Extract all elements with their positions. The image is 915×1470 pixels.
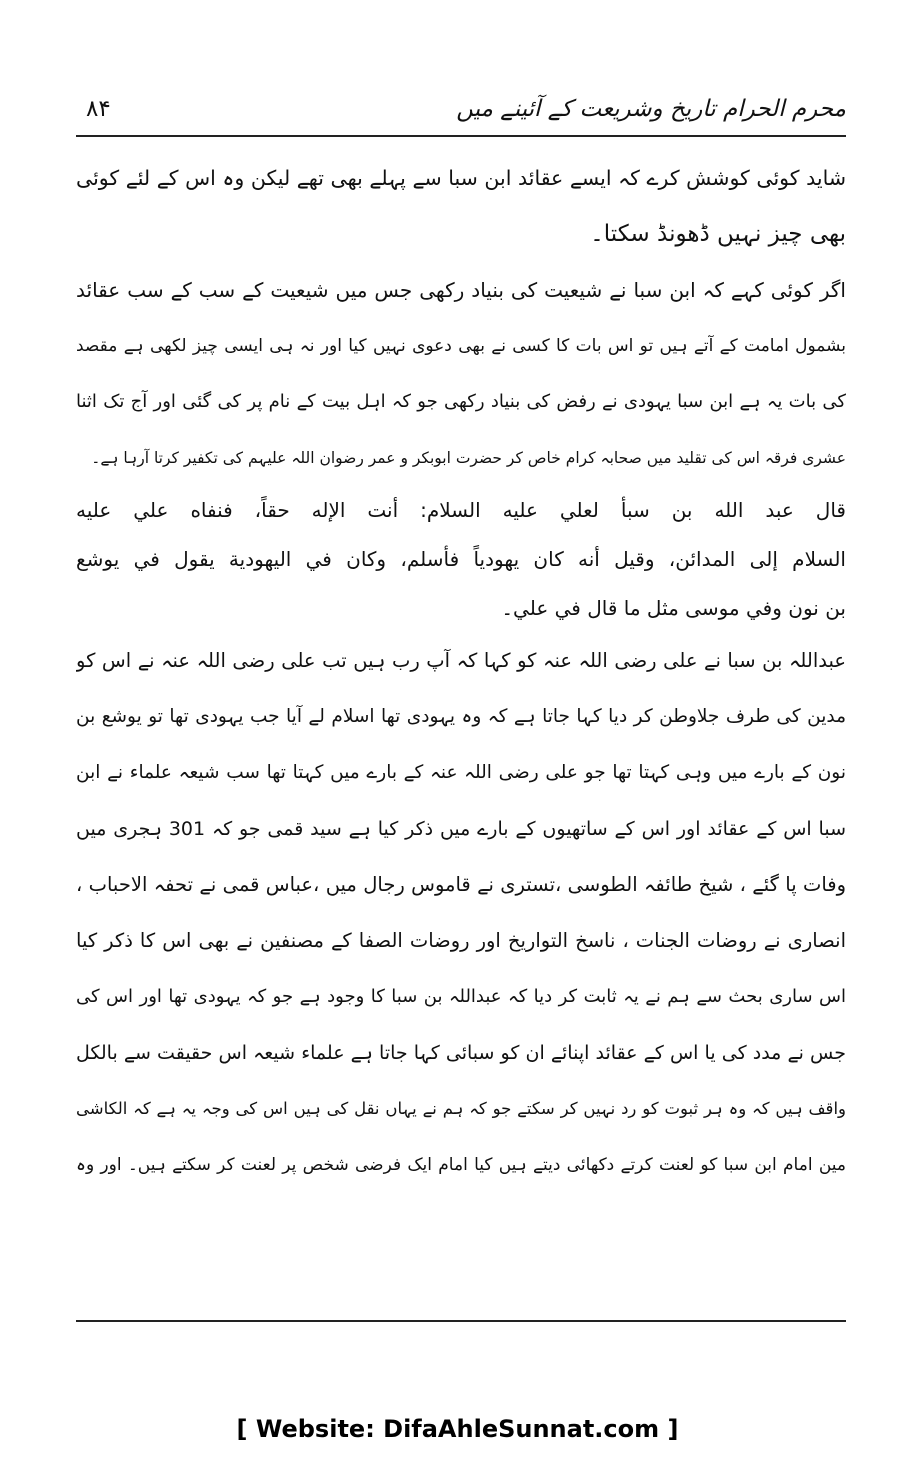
- arabic-quote: [76, 486, 846, 633]
- footer-rule: [76, 1320, 846, 1322]
- text-line: وفات پا گئے ، شیخ طائفہ الطوسی ،تستری نے قاموس رجال میں ،عباس قمی نے تحفہ الاحباب ،: [76, 873, 846, 896]
- running-title: محرم الحرام تاریخ وشریعت کے آئینے میں: [456, 96, 846, 122]
- text-line: اگر کوئی کہے کہ ابن سبا نے شیعیت کی بنیاد رکھی جس میں شیعیت کے سب کے سب عقائد: [76, 278, 846, 302]
- text-line: شاید کوئی کوشش کرے کہ ایسے عقائد ابن سبا سے پہلے بھی تھے لیکن وہ اس کے لئے کوئی: [76, 166, 846, 190]
- text-line: بن نون وفي موسى مثل ما قال في علي۔: [501, 596, 846, 620]
- text-line: بھی چیز نہیں ڈھونڈ سکتا۔: [590, 221, 846, 247]
- website-footer: [ Website: DifaAhleSunnat.com ]: [236, 1415, 679, 1443]
- text-line: عشری فرقہ اس کی تقلید میں صحابہ کرام خاص کر حضرت ابوبکر و عمر رضوان اللہ علیہم کی تکفیر کرتا آرہا ہے۔: [91, 449, 846, 467]
- text-line: عبداللہ بن سبا نے علی رضی اللہ عنہ کو کہا کہ آپ رب ہیں تب علی رضی اللہ عنہ نے اس کو: [76, 649, 846, 672]
- page-number: ۸۴: [86, 96, 111, 122]
- text-line: مدین کی طرف جلاوطن کر دیا کہا جاتا ہے کہ وہ یہودی تھا اسلام لے آیا جب یہودی تھا تو یوشع بن: [76, 706, 846, 727]
- text-line: اس ساری بحث سے ہم نے یہ ثابت کر دیا کہ عبداللہ بن سبا کا وجود ہے جو کہ یہودی تھا اور اس کی: [76, 986, 846, 1007]
- header-rule: [76, 135, 846, 137]
- paragraph-1: [76, 150, 846, 262]
- text-line: مین امام ابن سبا کو لعنت کرتے دکھائی دیتے ہیں کیا امام ایک فرضی شخص پر لعنت کر سکتے ہیں۔ اور وہ: [76, 1155, 846, 1175]
- text-line: جس نے مدد کی یا اس کے عقائد اپنائے ان کو سبائی کہا جاتا ہے علماء شیعہ اس حقیقت سے بالکل: [76, 1042, 846, 1064]
- page-header: [76, 92, 846, 128]
- paragraph-2: [76, 262, 846, 486]
- text-line: سبا اس کے عقائد اور اس کے ساتھیوں کے بارے میں ذکر کیا ہے سید قمی جو کہ 301 ہجری میں: [76, 818, 846, 840]
- text-line: واقف ہیں کہ وہ ہر ثبوت کو رد نہیں کر سکتے جو کہ ہم نے یہاں نقل کی ہیں اس کی وجہ یہ ہے کہ الکاشی: [76, 1099, 846, 1118]
- text-line: بشمول امامت کے آتے ہیں تو اس بات کا کسی نے بھی دعوی نہیں کیا اور نہ ہی ایسی چیز لکھی ہے مقصد: [76, 336, 846, 356]
- paragraph-3: [76, 633, 846, 1193]
- text-line: السلام إلى المدائن، وقيل أنه كان يهودياً فأسلم، وكان في اليهودية يقول في يوشع: [76, 547, 846, 571]
- text-line: قال عبد الله بن سبأ لعلي عليه السلام: أنت الإله حقاً، فنفاه علي عليه: [76, 498, 846, 522]
- text-line: انصاری نے روضات الجنات ، ناسخ التواریخ اور روضات الصفا کے مصنفین نے بھی اس کا ذکر کیا: [76, 929, 846, 952]
- body-text: [76, 150, 846, 1193]
- text-line: نون کے بارے میں وہی کہتا تھا جو علی رضی اللہ عنہ کے بارے میں کہتا تھا سب شیعہ علماء نے ابن: [76, 762, 846, 783]
- text-line: کی بات یہ ہے ابن سبا یہودی نے رفض کی بنیاد رکھی جو کہ اہل بیت کے نام پر کی گئی اور آج تک اثنا: [76, 391, 846, 412]
